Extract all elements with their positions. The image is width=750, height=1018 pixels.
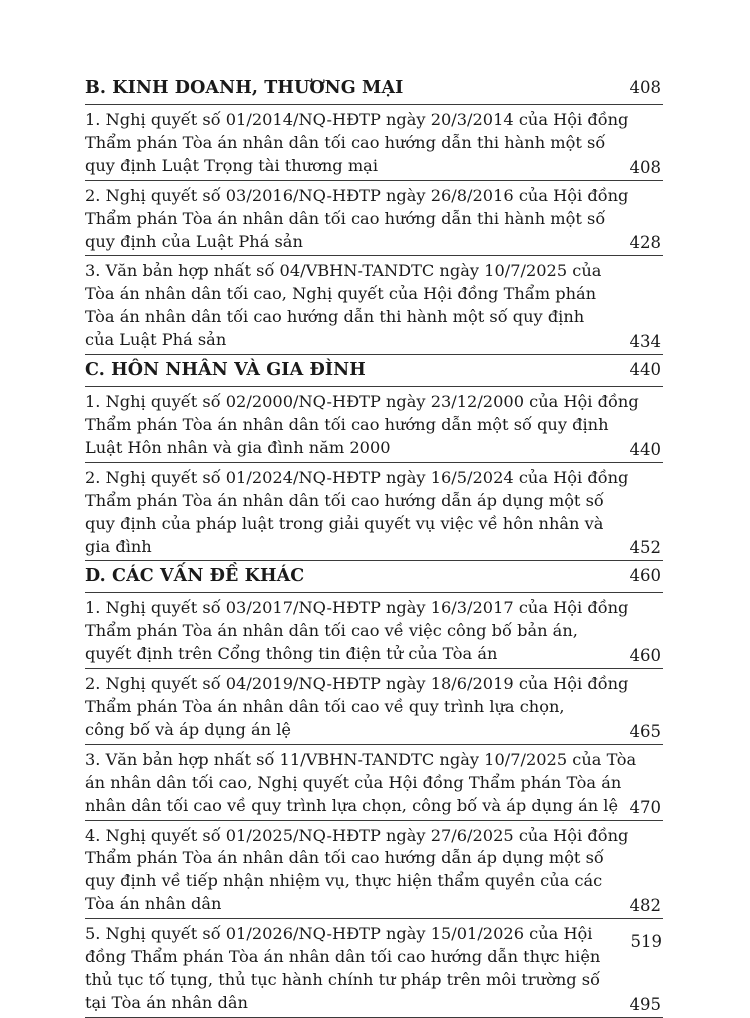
entry-line: Thẩm phán Tòa án nhân dân tối cao hướng dẫn thi hành một số (85, 132, 606, 152)
entry-line: Thẩm phán Tòa án nhân dân tối cao hướng dẫn áp dụng một số (85, 848, 604, 868)
entry-page-number: 495 (629, 994, 661, 1014)
section-page-number: 440 (629, 360, 661, 380)
entry-line: án nhân dân tối cao, Nghị quyết của Hội đồng Thẩm phán Tòa án (85, 772, 622, 792)
entry-title (85, 669, 663, 744)
section-title: B. KINH DOANH, THƯƠNG MẠI (85, 78, 404, 98)
entry-title (85, 821, 663, 919)
entry-line: quy định Luật Trọng tài thương mại (85, 155, 378, 175)
section-heading-d (85, 561, 663, 593)
entry-line: 2. Nghị quyết số 04/2019/NQ-HĐTP ngày 18/6/2019 của Hội đồng (85, 674, 629, 694)
section-title: C. HÔN NHÂN VÀ GIA ĐÌNH (85, 360, 366, 381)
entry-line: 1. Nghị quyết số 02/2000/NQ-HĐTP ngày 23/12/2000 của Hội đồng (85, 392, 639, 412)
toc-entry (85, 181, 663, 257)
entry-line: 3. Văn bản hợp nhất số 11/VBHN-TANDTC ngày 10/7/2025 của Tòa (85, 749, 637, 769)
toc-entry (85, 593, 663, 669)
entry-line: 4. Nghị quyết số 01/2025/NQ-HĐTP ngày 27/6/2025 của Hội đồng (85, 825, 629, 845)
entry-line: quy định về tiếp nhận nhiệm vụ, thực hiện thẩm quyền của các (85, 871, 603, 891)
entry-page-number: 460 (629, 646, 661, 666)
entry-title (85, 256, 663, 354)
entry-line: thủ tục tố tụng, thủ tục hành chính tư pháp trên môi trường số (85, 970, 600, 989)
toc-entry (85, 821, 663, 920)
entry-line: của Luật Phá sản (85, 330, 227, 350)
entry-title (85, 181, 663, 256)
entry-page-number: 434 (629, 332, 661, 352)
section-page-number: 460 (629, 566, 661, 586)
entry-line: đồng Thẩm phán Tòa án nhân dân tối cao hướng dẫn thực hiện (85, 947, 601, 967)
toc-entry (85, 669, 663, 745)
page-folio: 519 (630, 932, 662, 951)
entry-line: quy định của Luật Phá sản (85, 231, 303, 251)
toc-entry (85, 919, 663, 1018)
entry-page-number: 428 (629, 233, 661, 253)
entry-line: Thẩm phán Tòa án nhân dân tối cao hướng dẫn thi hành một số (85, 208, 606, 228)
entry-line: Tòa án nhân dân (85, 894, 222, 914)
entry-line: 5. Nghị quyết số 01/2026/NQ-HĐTP ngày 15/01/2026 của Hội (85, 924, 593, 944)
entry-title (85, 387, 663, 462)
toc-entry (85, 387, 663, 463)
entry-line: Tòa án nhân dân tối cao hướng dẫn thi hành một số quy định (85, 307, 585, 327)
entry-title (85, 105, 663, 180)
table-of-contents (85, 73, 663, 1018)
entry-line: gia đình (85, 536, 152, 556)
toc-entry (85, 105, 663, 181)
entry-line: 3. Văn bản hợp nhất số 04/VBHN-TANDTC ngày 10/7/2025 của (85, 261, 602, 281)
entry-line: Tòa án nhân dân tối cao, Nghị quyết của Hội đồng Thẩm phán (85, 284, 597, 304)
entry-line: công bố và áp dụng án lệ (85, 719, 291, 739)
entry-line: Thẩm phán Tòa án nhân dân tối cao về việc công bố bản án, (85, 621, 578, 641)
entry-page-number: 408 (629, 157, 661, 177)
entry-line: 1. Nghị quyết số 03/2017/NQ-HĐTP ngày 16/3/2017 của Hội đồng (85, 598, 629, 618)
section-heading-b (85, 73, 663, 105)
entry-line: Luật Hôn nhân và gia đình năm 2000 (85, 437, 391, 457)
entry-title (85, 463, 663, 561)
entry-line: 1. Nghị quyết số 01/2014/NQ-HĐTP ngày 20/3/2014 của Hội đồng (85, 110, 629, 129)
entry-title (85, 745, 663, 820)
entry-page-number: 482 (629, 896, 661, 916)
entry-page-number: 465 (629, 721, 661, 741)
entry-line: quy định của pháp luật trong giải quyết vụ việc về hôn nhân và (85, 513, 604, 533)
entry-line: Thẩm phán Tòa án nhân dân tối cao về quy trình lựa chọn, (85, 697, 565, 717)
section-heading-c (85, 355, 663, 387)
section-page-number: 408 (629, 78, 661, 97)
section-title: D. CÁC VẤN ĐỀ KHÁC (85, 566, 305, 587)
toc-entry (85, 463, 663, 562)
entry-line: nhân dân tối cao về quy trình lựa chọn, công bố và áp dụng án lệ (85, 795, 619, 815)
toc-entry (85, 745, 663, 821)
entry-page-number: 470 (629, 797, 661, 817)
toc-entry (85, 256, 663, 355)
entry-line: Thẩm phán Tòa án nhân dân tối cao hướng dẫn áp dụng một số (85, 490, 604, 510)
entry-line: 2. Nghị quyết số 01/2024/NQ-HĐTP ngày 16/5/2024 của Hội đồng (85, 467, 629, 487)
entry-page-number: 440 (629, 439, 661, 459)
entry-line: quyết định trên Cổng thông tin điện tử của Tòa án (85, 644, 498, 664)
entry-title (85, 593, 663, 668)
entry-line: Thẩm phán Tòa án nhân dân tối cao hướng dẫn một số quy định (85, 414, 609, 434)
entry-title (85, 919, 663, 1017)
entry-line: 2. Nghị quyết số 03/2016/NQ-HĐTP ngày 26/8/2016 của Hội đồng (85, 185, 629, 205)
entry-line: tại Tòa án nhân dân (85, 992, 248, 1012)
entry-page-number: 452 (629, 538, 661, 558)
